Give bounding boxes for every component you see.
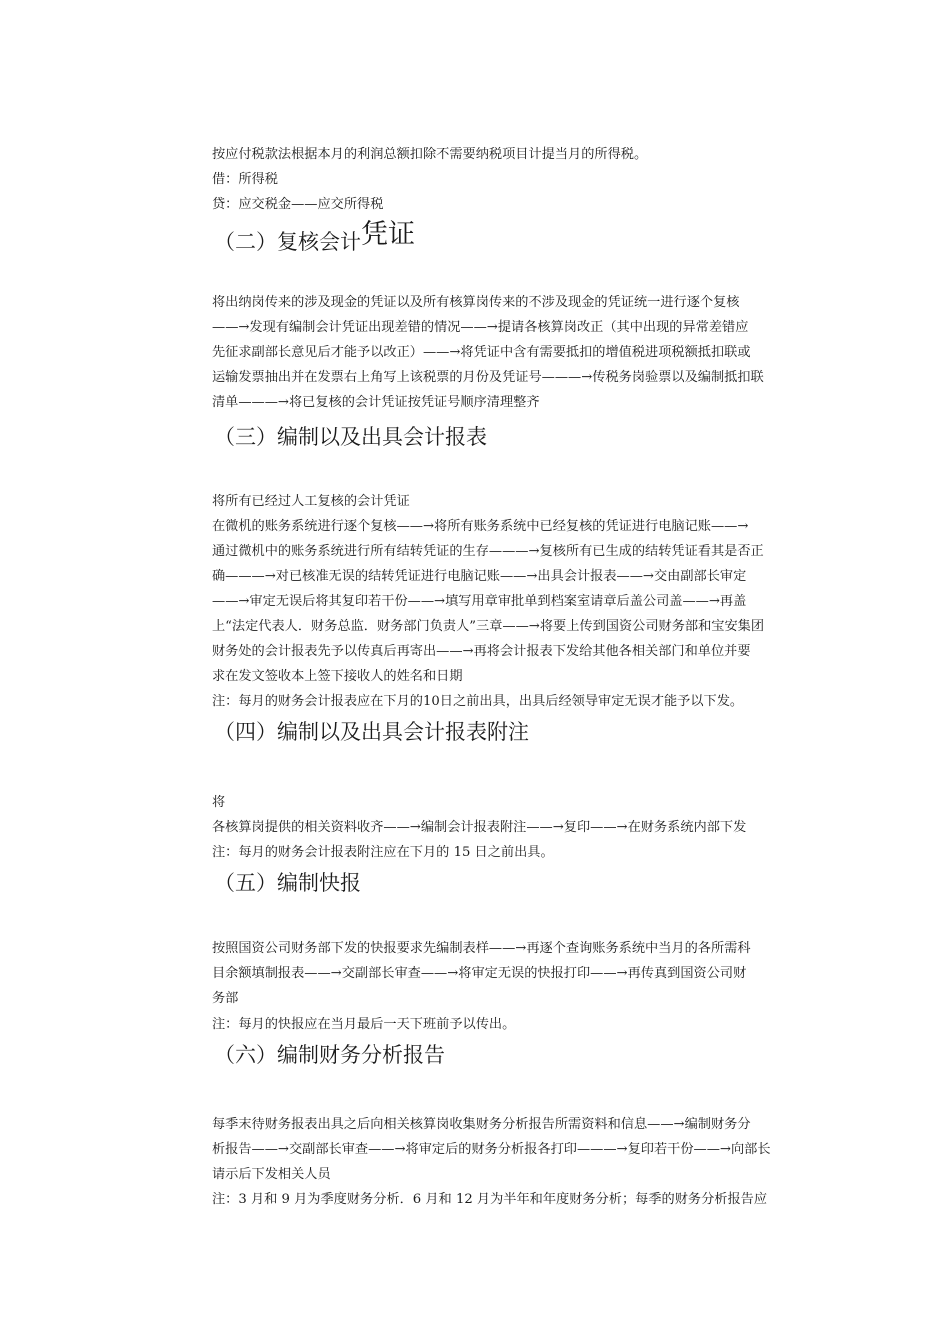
paragraph-line: 将所有已经过人工复核的会计凭证 (212, 494, 410, 509)
note-line: 注：3 月和 9 月为季度财务分析．6 月和 12 月为半年和年度财务分析；每季的财务分析报告应 (212, 1192, 768, 1207)
paragraph-line: 请示后下发相关人员 (212, 1167, 331, 1182)
note-line: 注：每月的财务会计报表应在下月的10日之前出具，出具后经领导审定无误才能予以下发。 (212, 694, 744, 709)
paragraph-line: 按应付税款法根据本月的利润总额扣除不需要纳税项目计提当月的所得税。 (212, 147, 648, 162)
section-heading-5: （五）编制快报 (214, 871, 361, 895)
paragraph-line: 每季末待财务报表出具之后向相关核算岗收集财务分析报告所需资料和信息——→编制财务分 (212, 1117, 751, 1132)
paragraph-line: 按照国资公司财务部下发的快报要求先编制表样——→再逐个查询账务系统中当月的各所需科 (212, 941, 751, 956)
paragraph-line: 目余额填制报表——→交副部长审查——→将审定无误的快报打印——→再传真到国资公司财 (212, 966, 747, 981)
section-heading-6: （六）编制财务分析报告 (214, 1043, 445, 1067)
paragraph-line: 求在发文签收本上签下接收人的姓名和日期 (212, 669, 463, 684)
note-line: 注：每月的快报应在当月最后一天下班前予以传出。 (212, 1017, 516, 1032)
heading-text-large: 凭证 (361, 219, 415, 250)
paragraph-line: 通过微机中的账务系统进行所有结转凭证的生存———→复核所有已生成的结转凭证看其是否正 (212, 544, 764, 559)
paragraph-line: 清单———→将已复核的会计凭证按凭证号顺序清理整齐 (212, 395, 540, 410)
paragraph-line: 财务处的会计报表先予以传真后再寄出——→再将会计报表下发给其他各相关部门和单位并要 (212, 644, 751, 659)
paragraph-line: 析报告——→交副部长审查——→将审定后的财务分析报各打印———→复印若干份——→向部长 (212, 1142, 771, 1157)
paragraph-line: ——→发现有编制会计凭证出现差错的情况——→提请各核算岗改正（其中出现的异常差错应 (212, 320, 749, 335)
section-heading-2 (214, 219, 415, 257)
paragraph-line: 上“法定代表人．财务总监．财务部门负责人”三章——→将要上传到国资公司财务部和宝安集团 (212, 619, 765, 634)
heading-text: （二）复核会计 (214, 230, 361, 254)
paragraph-line: 运输发票抽出并在发票右上角写上该税票的月份及凭证号———→传税务岗验票以及编制抵扣联 (212, 370, 764, 385)
paragraph-line: 将出纳岗传来的涉及现金的凭证以及所有核算岗传来的不涉及现金的凭证统一进行逐个复核 (212, 295, 740, 310)
paragraph-line: 将 (212, 795, 226, 810)
paragraph-line: 在微机的账务系统进行逐个复核——→将所有账务系统中已经复核的凭证进行电脑记账——→ (212, 519, 749, 534)
paragraph-line: 贷：应交税金——应交所得税 (212, 197, 384, 212)
paragraph-line: 各核算岗提供的相关资料收齐——→编制会计报表附注——→复印——→在财务系统内部下发 (212, 820, 747, 835)
paragraph-line: 务部 (212, 991, 239, 1006)
paragraph-line: 借：所得税 (212, 172, 278, 187)
section-heading-3: （三）编制以及出具会计报表 (214, 425, 487, 449)
paragraph-line: 确———→对已核准无误的结转凭证进行电脑记账——→出具会计报表——→交由副部长审定 (212, 569, 747, 584)
paragraph-line: 先征求副部长意见后才能予以改正）——→将凭证中含有需要抵扣的增值税进项税额抵扣联或 (212, 345, 751, 360)
paragraph-line: ——→审定无误后将其复印若干份——→填写用章审批单到档案室请章后盖公司盖——→再盖 (212, 594, 747, 609)
section-heading-4: （四）编制以及出具会计报表附注 (214, 720, 529, 744)
note-line: 注：每月的财务会计报表附注应在下月的 15 日之前出具。 (212, 845, 554, 860)
